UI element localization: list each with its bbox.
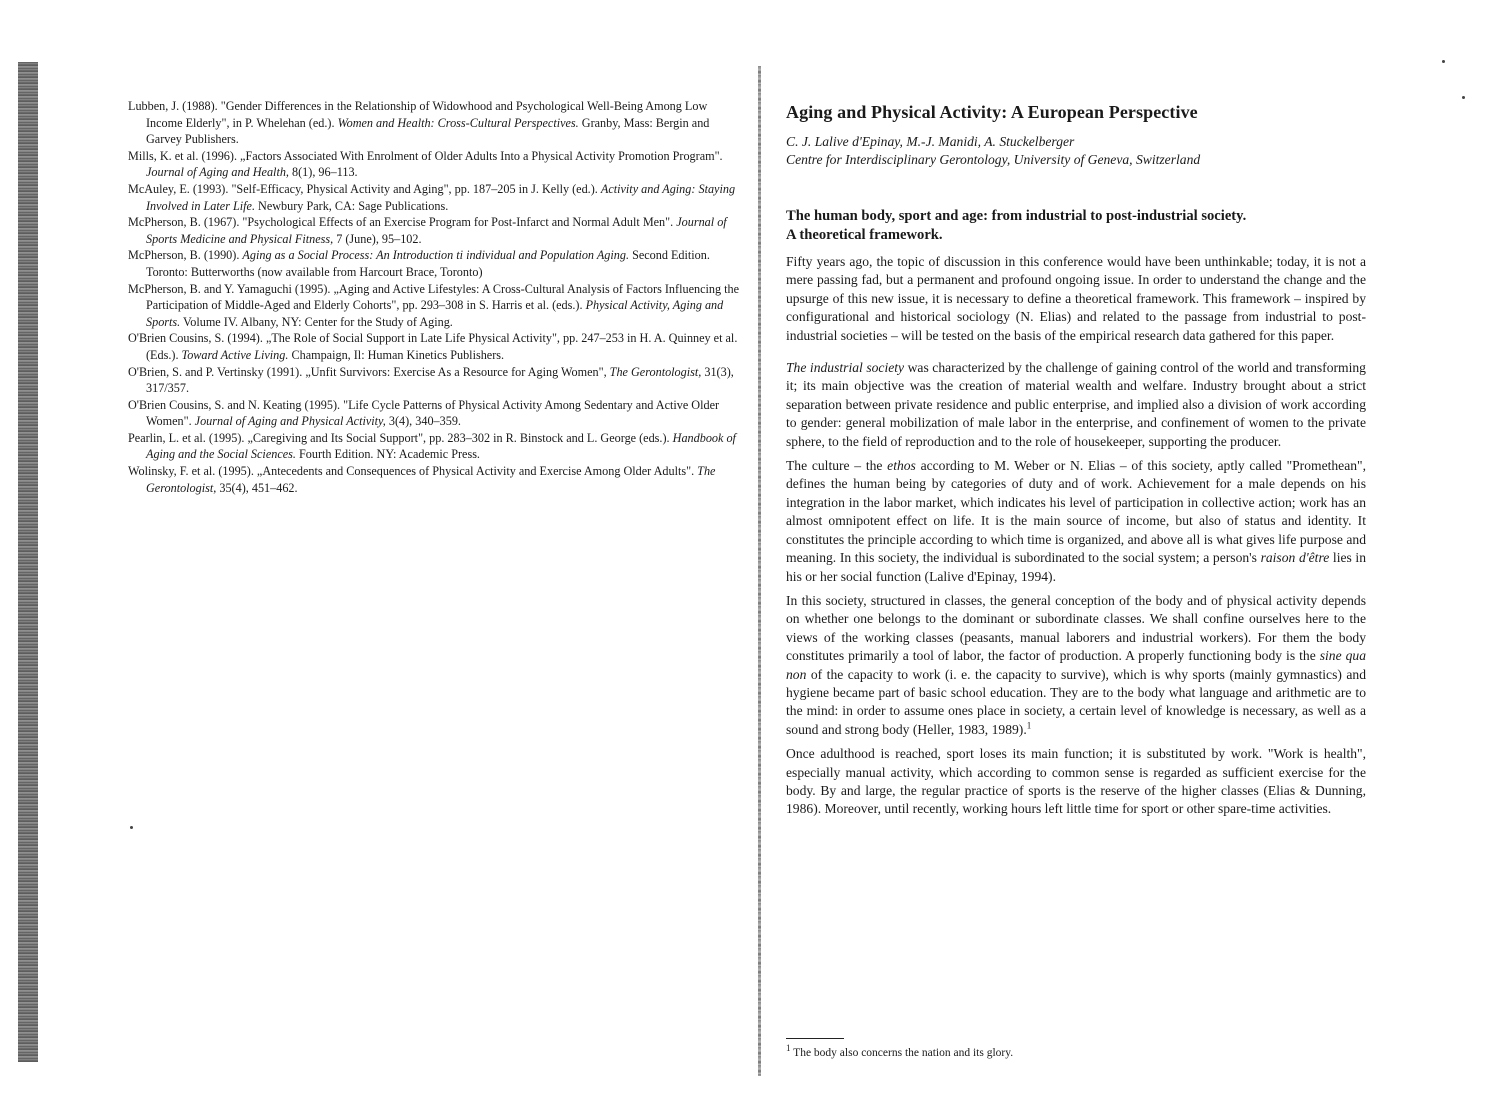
scan-shadow-left <box>18 62 38 1062</box>
article-title: Aging and Physical Activity: A European Perspective <box>786 102 1198 122</box>
footnote <box>786 1043 1014 1060</box>
paragraph-3: The culture – the ethos according to M. Weber or N. Elias – of this society, aptly called "Promethean", defines the human being by categories of duty and of work. Achievement for a male depends on his integration in the labor market, which indicates his level of participation in collective action; work has an almost omnipotent effect on life. It is the main source of income, but also of status and identity. It constitutes the principle according to which time is organized, and above all is what gives life purpose and meaning. In this society, the individual is subordinated to the social system; a person's raison d'être lies in his or her social function (Lalive d'Epinay, 1994). <box>786 458 1367 584</box>
reference-entry: O'Brien Cousins, S. and N. Keating (1995). "Life Cycle Patterns of Physical Activity Among Sedentary and Active Older Women". Journal of Aging and Physical Activity, 3(4), 340–359. <box>128 397 720 429</box>
paragraph-1: Fifty years ago, the topic of discussion in this conference would have been unthinkable; today, it is not a mere passing fad, but a permanent and profound ongoing issue. In order to understand the change and the upsurge of this new issue, it is necessary to define a theoretical framework. This framework – inspired by configurational and historical sociology (N. Elias) and related to the passage from industrial to post-industrial societies – will be tested on the basis of the empirical research data gathered for this paper. <box>786 254 1366 343</box>
footnote-divider <box>786 1038 844 1039</box>
page-gutter <box>758 66 761 1076</box>
reference-entry: McPherson, B. and Y. Yamaguchi (1995). „Aging and Active Lifestyles: A Cross-Cultural Analysis of Factors Influencing the Participation of Middle-Aged and Elderly Cohorts", pp. 293–308 in S. Harris et al. (eds.). Physical Activity, Aging and Sports. Volume IV. Albany, NY: Center for the Study of Aging. <box>128 281 739 329</box>
footnote-reference: 1 <box>1026 720 1032 731</box>
reference-entry: McAuley, E. (1993). "Self-Efficacy, Physical Activity and Aging", pp. 187–205 in J. Kelly (ed.). Activity and Aging: Staying Involved in Later Life. Newbury Park, CA: Sage Publications. <box>128 181 736 213</box>
scan-speck <box>1442 60 1445 63</box>
section-heading-line: A theoretical framework. <box>786 227 943 243</box>
article-affiliation: Centre for Interdisciplinary Gerontology, University of Geneva, Switzerland <box>786 152 1201 167</box>
emphasis: sine qua non <box>786 648 1366 682</box>
reference-entry: Pearlin, L. et al. (1995). „Caregiving and Its Social Support", pp. 283–302 in R. Binstock and L. George (eds.). Handbook of Aging and the Social Sciences. Fourth Edition. NY: Academic Press. <box>128 430 736 462</box>
scan-speck <box>1462 96 1465 99</box>
section-heading <box>786 207 1366 245</box>
article-authors: C. J. Lalive d'Epinay, M.-J. Manidi, A. Stuckelberger <box>786 134 1075 149</box>
reference-entry: McPherson, B. (1967). "Psychological Effects of an Exercise Program for Post-Infarct and Normal Adult Men". Journal of Sports Medicine and Physical Fitness, 7 (June), 95–102. <box>128 215 727 246</box>
reference-entry: O'Brien Cousins, S. (1994). „The Role of Social Support in Late Life Physical Activity", pp. 247–253 in H. A. Quinney et al. (Eds.). Toward Active Living. Champaign, Il: Human Kinetics Publishers. <box>128 331 738 362</box>
reference-entry: O'Brien, S. and P. Vertinsky (1991). „Unfit Survivors: Exercise As a Resource for Aging Women", The Gerontologist, 31(3), 317/357. <box>128 364 734 396</box>
article <box>786 102 1366 825</box>
reference-entry: Wolinsky, F. et al. (1995). „Antecedents and Consequences of Physical Activity and Exercise Among Older Adults". The Gerontologist, 35(4), 451–462. <box>128 464 716 495</box>
scan-speck <box>130 826 133 829</box>
footnote-marker: 1 <box>786 1043 791 1054</box>
footnote-text: The body also concerns the nation and its glory. <box>790 1047 1014 1059</box>
emphasis: ethos <box>887 458 916 474</box>
paragraph-4: In this society, structured in classes, the general conception of the body and of physical activity depends on whether one belongs to the dominant or subordinate classes. We shall confine ourselves here to the views of the working classes (peasants, manual laborers and industrial workers). For them the body constitutes primarily a tool of labor, the factor of production. A properly functioning body is the sine qua non of the capacity to work (i. e. the capacity to survive), which is why sports (mainly gymnastics) and hygiene became part of basic school education. They are to the body what language and arithmetic are to the mind: in order to assume ones place in society, a certain level of knowledge is necessary, as well as a sound and strong body (Heller, 1983, 1989).$^1$ <box>786 592 1366 737</box>
reference-entry: Mills, K. et al. (1996). „Factors Associated With Enrolment of Older Adults Into a Physical Activity Promotion Program". Journal of Aging and Health, 8(1), 96–113. <box>128 148 723 180</box>
reference-entry: McPherson, B. (1990). Aging as a Social Process: An Introduction ti individual and Population Aging. Second Edition. Toronto: Butterworths (now available from Harcourt Brace, Toronto) <box>128 248 710 279</box>
paragraph-2: The industrial society was characterized by the challenge of gaining control of the world and transforming it; its main objective was the creation of material wealth and welfare. Industry brought about a strict separation between private residence and public enterprise, and implied also a division of work according to gender: general mobilization of male labor in the enterprise, and confinement of women to the private sphere, to the field of reproduction and to the role of housekeeper, supporting the producer. <box>786 360 1366 449</box>
reference-entry: Lubben, J. (1988). "Gender Differences in the Relationship of Widowhood and Psychological Well-Being Among Low Income Elderly", in P. Whelehan (ed.). Women and Health: Cross-Cultural Perspectives. Granby, Mass: Bergin and Garvey Publishers. <box>128 99 710 147</box>
emphasis: raison d'être <box>1260 550 1330 566</box>
section-heading-line: The human body, sport and age: from industrial to post-industrial society. <box>786 208 1247 224</box>
emphasis: The industrial society <box>786 360 905 376</box>
reference-list <box>128 98 740 496</box>
paragraph-5: Once adulthood is reached, sport loses its main function; it is substituted by work. "Work is health", especially manual activity, which according to common sense is regarded as sufficient exercise for the body. By and large, the regular practice of sports is the reserve of the higher classes (Elias & Dunning, 1986). Moreover, until recently, working hours left little time for sport or other spare-time activities. <box>786 746 1366 817</box>
